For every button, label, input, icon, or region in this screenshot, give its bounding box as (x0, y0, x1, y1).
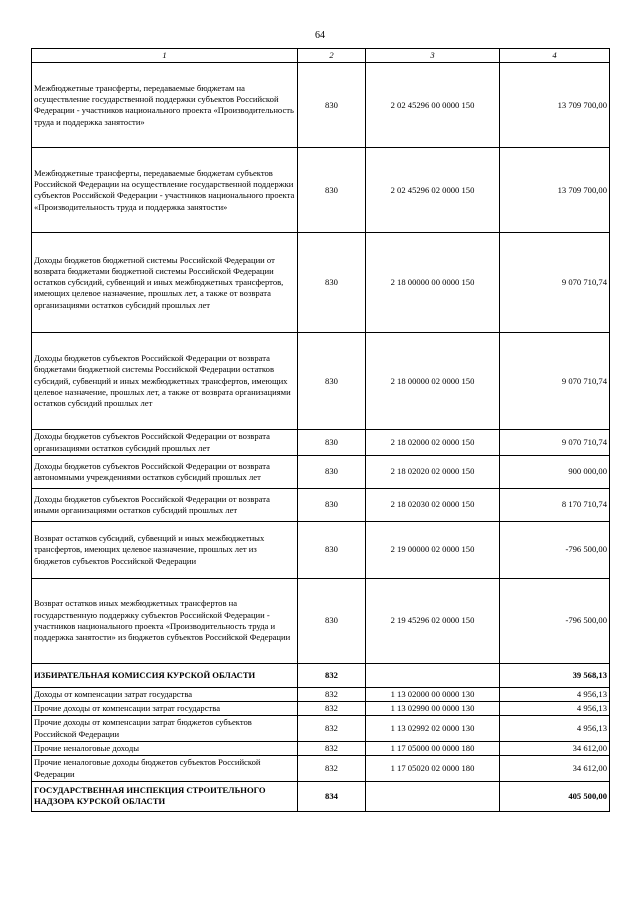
table-row (32, 63, 610, 148)
row-budget-code: 2 18 00000 00 0000 150 (366, 233, 500, 333)
row-amount: 34 612,00 (500, 742, 610, 756)
row-description: Доходы бюджетов субъектов Российской Федерации от возврата иными организациями остатков субсидий прошлых лет (32, 488, 298, 521)
row-budget-code (366, 781, 500, 811)
row-budget-code: 1 17 05020 02 0000 180 (366, 756, 500, 782)
table-row (32, 148, 610, 233)
row-budget-code: 2 18 00000 02 0000 150 (366, 333, 500, 430)
column-number-3: 3 (366, 49, 500, 63)
table-row (32, 578, 610, 663)
row-description: Прочие доходы от компенсации затрат государства (32, 702, 298, 716)
row-budget-code: 2 18 02030 02 0000 150 (366, 488, 500, 521)
row-amount: 34 612,00 (500, 756, 610, 782)
row-budget-code: 2 18 02000 02 0000 150 (366, 430, 500, 456)
row-admin-code: 830 (298, 488, 366, 521)
row-description: Межбюджетные трансферты, передаваемые бюджетам субъектов Российской Федерации на осуществление государственной поддержки субъектов Российской Федерации - участников национального проекта «Производительность труда и поддержка занятости» (32, 148, 298, 233)
row-budget-code: 2 02 45296 02 0000 150 (366, 148, 500, 233)
row-amount: 4 956,13 (500, 687, 610, 701)
row-budget-code: 2 19 45296 02 0000 150 (366, 578, 500, 663)
row-amount: 13 709 700,00 (500, 63, 610, 148)
row-admin-code: 832 (298, 687, 366, 701)
row-admin-code: 834 (298, 781, 366, 811)
row-description: Возврат остатков иных межбюджетных трансфертов на государственную поддержку субъектов Российской Федерации - участников национального проекта «Производительность труда и поддержка занятости» из бюджетов субъектов Российской Федерации (32, 578, 298, 663)
row-budget-code: 2 02 45296 00 0000 150 (366, 63, 500, 148)
row-admin-code: 832 (298, 702, 366, 716)
row-amount: 4 956,13 (500, 716, 610, 742)
table-row (32, 687, 610, 701)
row-amount: 900 000,00 (500, 455, 610, 488)
row-amount: 9 070 710,74 (500, 233, 610, 333)
row-amount: 4 956,13 (500, 702, 610, 716)
row-description: Доходы бюджетов субъектов Российской Федерации от возврата автономными учреждениями остатков субсидий прошлых лет (32, 455, 298, 488)
row-amount: 9 070 710,74 (500, 430, 610, 456)
row-admin-code: 830 (298, 578, 366, 663)
row-admin-code: 832 (298, 716, 366, 742)
row-budget-code: 1 17 05000 00 0000 180 (366, 742, 500, 756)
table-row (32, 430, 610, 456)
row-description: Доходы от компенсации затрат государства (32, 687, 298, 701)
row-admin-code: 830 (298, 333, 366, 430)
row-admin-code: 832 (298, 756, 366, 782)
table-row (32, 521, 610, 578)
row-budget-code: 2 19 00000 02 0000 150 (366, 521, 500, 578)
row-amount: 8 170 710,74 (500, 488, 610, 521)
row-admin-code: 830 (298, 233, 366, 333)
page-number: 64 (315, 30, 325, 41)
column-number-row (32, 49, 610, 63)
row-amount: -796 500,00 (500, 521, 610, 578)
row-amount: 13 709 700,00 (500, 148, 610, 233)
table-row (32, 781, 610, 811)
row-amount: 9 070 710,74 (500, 333, 610, 430)
row-budget-code: 1 13 02000 00 0000 130 (366, 687, 500, 701)
row-description: Прочие неналоговые доходы (32, 742, 298, 756)
row-budget-code: 1 13 02992 02 0000 130 (366, 716, 500, 742)
row-admin-code: 830 (298, 521, 366, 578)
row-description: Прочие доходы от компенсации затрат бюджетов субъектов Российской Федерации (32, 716, 298, 742)
table-row (32, 333, 610, 430)
column-number-4: 4 (500, 49, 610, 63)
row-budget-code: 1 13 02990 00 0000 130 (366, 702, 500, 716)
row-amount: -796 500,00 (500, 578, 610, 663)
row-description: Возврат остатков субсидий, субвенций и иных межбюджетных трансфертов, имеющих целевое назначение, прошлых лет из бюджетов субъектов Российской Федерации (32, 521, 298, 578)
table-row (32, 488, 610, 521)
row-description: Межбюджетные трансферты, передаваемые бюджетам на осуществление государственной поддержки субъектов Российской Федерации - участников национального проекта «Производительность труда и поддержка занятости» (32, 63, 298, 148)
row-admin-code: 832 (298, 742, 366, 756)
row-description: Доходы бюджетов субъектов Российской Федерации от возврата организациями остатков субсидий прошлых лет (32, 430, 298, 456)
row-admin-code: 830 (298, 430, 366, 456)
row-budget-code (366, 663, 500, 687)
row-amount: 405 500,00 (500, 781, 610, 811)
table-row (32, 455, 610, 488)
row-description: Доходы бюджетов бюджетной системы Российской Федерации от возврата бюджетами бюджетной системы Российской Федерации остатков субсидий, субвенций и иных межбюджетных трансфертов, имеющих целевое назначение, прошлых лет, а также от возврата организациями остатков субсидий прошлых лет (32, 233, 298, 333)
row-description: Доходы бюджетов субъектов Российской Федерации от возврата бюджетами бюджетной системы Российской Федерации остатков субсидий, субвенций и иных межбюджетных трансфертов, имеющих целевое назначение, прошлых лет, а также от возврата организациями остатков субсидий прошлых лет (32, 333, 298, 430)
row-admin-code: 830 (298, 63, 366, 148)
row-admin-code: 832 (298, 663, 366, 687)
revenue-table (31, 48, 610, 812)
row-description: Прочие неналоговые доходы бюджетов субъектов Российской Федерации (32, 756, 298, 782)
row-admin-code: 830 (298, 455, 366, 488)
table-row (32, 702, 610, 716)
column-number-1: 1 (32, 49, 298, 63)
column-number-2: 2 (298, 49, 366, 63)
table-row (32, 742, 610, 756)
table-row (32, 233, 610, 333)
row-description: ГОСУДАРСТВЕННАЯ ИНСПЕКЦИЯ СТРОИТЕЛЬНОГО НАДЗОРА КУРСКОЙ ОБЛАСТИ (32, 781, 298, 811)
row-admin-code: 830 (298, 148, 366, 233)
table-row (32, 663, 610, 687)
table-body (32, 63, 610, 812)
row-amount: 39 568,13 (500, 663, 610, 687)
row-description: ИЗБИРАТЕЛЬНАЯ КОМИССИЯ КУРСКОЙ ОБЛАСТИ (32, 663, 298, 687)
table-row (32, 716, 610, 742)
row-budget-code: 2 18 02020 02 0000 150 (366, 455, 500, 488)
table-row (32, 756, 610, 782)
